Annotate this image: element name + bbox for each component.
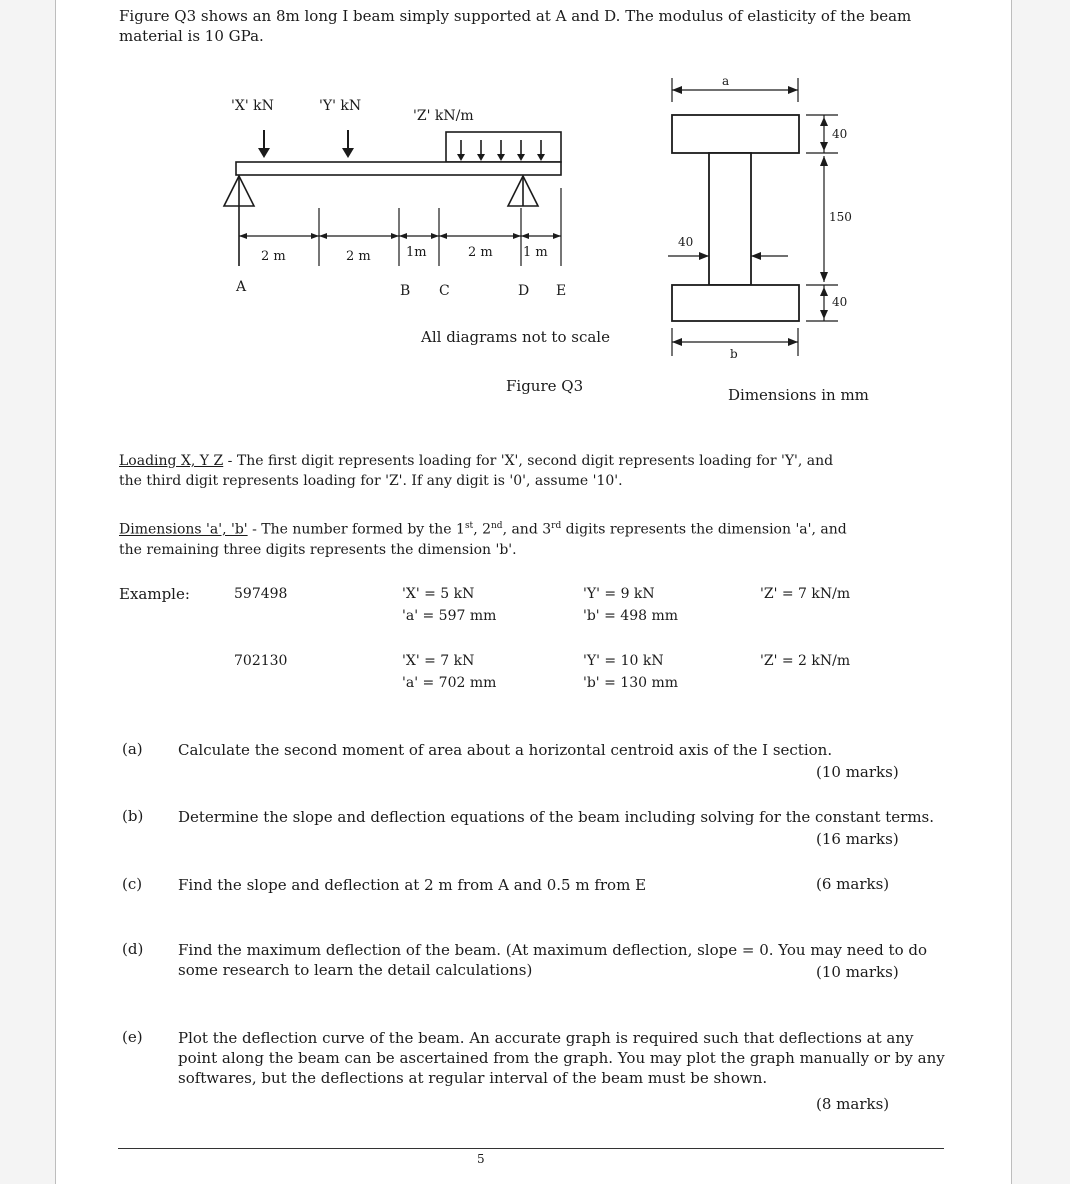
top-flange [672, 115, 799, 153]
udl-load-block [446, 132, 561, 162]
sup-nd: nd [491, 521, 503, 531]
loading-title: Loading X, Y Z [119, 453, 224, 469]
document-page [55, 0, 1012, 1184]
dimensions-sep-1: , 2 [473, 521, 491, 538]
example-2-x: 'X' = 7 kN [402, 653, 475, 669]
dimensions-paragraph [119, 516, 949, 560]
point-load-x-arrow [258, 130, 270, 158]
question-a-marks: (10 marks) [816, 763, 899, 781]
example-1-z: 'Z' = 7 kN/m [760, 586, 851, 602]
dimensions-title: Dimensions 'a', 'b' [119, 521, 248, 538]
point-label-c: C [439, 283, 450, 299]
point-label-d: D [518, 283, 530, 299]
support-a [224, 176, 254, 266]
question-d-text: Find the maximum deflection of the beam. (At maximum deflection, slope = 0. You may need to do some research to learn the detail calculations) [178, 941, 928, 979]
question-e-text: Plot the deflection curve of the beam. An accurate graph is required such that deflections at any point along the beam can be ascertained from the graph. You may plot the graph manually or by any softwares, but the deflections at regular interval of the beam must be shown. [178, 1029, 945, 1087]
question-e-marks: (8 marks) [816, 1095, 890, 1113]
loading-line-1: - The first digit represents loading for 'X', second digit represents loading for 'Y', and [223, 453, 834, 469]
question-d-label: (d) [122, 940, 144, 958]
figure-caption: Figure Q3 [506, 377, 584, 395]
question-b-text: Determine the slope and deflection equations of the beam including solving for the constant terms. [178, 808, 935, 826]
scale-note: All diagrams not to scale [421, 328, 610, 346]
section-units-caption: Dimensions in mm [728, 386, 869, 404]
footer-rule [118, 1148, 944, 1149]
top-flange-label: 40 [832, 127, 848, 141]
example-1-code: 597498 [234, 586, 288, 602]
question-e-label: (e) [122, 1028, 143, 1046]
question-c-label: (c) [122, 875, 143, 893]
span-label-b1: 2 m [346, 249, 371, 264]
span-label-ab: 2 m [261, 249, 286, 264]
web-width-label: 40 [678, 235, 694, 249]
example-1-a: 'a' = 597 mm [402, 608, 497, 624]
beam-diagram [156, 88, 610, 398]
point-load-y-arrow [342, 130, 354, 158]
dimension-a-label: a [722, 74, 730, 88]
beam-body [236, 162, 561, 175]
example-2-z: 'Z' = 2 kN/m [760, 653, 851, 669]
example-2-code: 702130 [234, 653, 288, 669]
sup-rd: rd [551, 521, 562, 531]
loading-line-2: the third digit represents loading for 'Z'. If any digit is '0', assume '10'. [119, 473, 623, 489]
intro-line-2: material is 10 GPa. [119, 27, 264, 45]
span-label-cd: 2 m [468, 245, 493, 260]
question-a-text: Calculate the second moment of area about a horizontal centroid axis of the I section. [178, 741, 833, 759]
bottom-flange-label: 40 [832, 295, 848, 309]
question-b-marks: (16 marks) [816, 830, 899, 848]
question-c-marks: (6 marks) [816, 875, 890, 893]
sup-st: st [464, 521, 474, 531]
page-number: 5 [477, 1152, 485, 1166]
dimension-a [672, 78, 798, 102]
load-x-label: 'X' kN [231, 98, 274, 114]
question-d-marks: (10 marks) [816, 963, 899, 981]
dimension-web-height [820, 156, 828, 282]
intro-line-1: Figure Q3 shows an 8m long I beam simply supported at A and D. The modulus of elasticity of the beam [119, 7, 912, 25]
span-label-bc: 1m [406, 245, 427, 260]
bottom-flange [672, 285, 799, 321]
point-label-a: A [236, 279, 247, 295]
dimensions-line-2: the remaining three digits represents the dimension 'b'. [119, 541, 517, 558]
question-b-label: (b) [122, 807, 144, 825]
example-2-a: 'a' = 702 mm [402, 675, 497, 691]
i-section-diagram [656, 70, 956, 410]
question-a-label: (a) [122, 740, 143, 758]
point-label-e: E [556, 283, 567, 299]
dimension-b-label: b [730, 347, 738, 361]
example-1-b: 'b' = 498 mm [583, 608, 679, 624]
example-label: Example: [119, 585, 190, 603]
web [709, 153, 751, 285]
support-d [508, 176, 538, 206]
dimensions-text-b: digits represents the dimension 'a', and [561, 521, 847, 538]
example-1-x: 'X' = 5 kN [402, 586, 475, 602]
loading-paragraph [119, 451, 949, 491]
dimensions-sep-2: , and 3 [502, 521, 552, 538]
example-2-b: 'b' = 130 mm [583, 675, 679, 691]
intro-paragraph [119, 6, 949, 46]
load-z-label: 'Z' kN/m [413, 108, 474, 124]
dimensions-text-a: - The number formed by the 1 [247, 521, 465, 538]
question-c-text: Find the slope and deflection at 2 m from A and 0.5 m from E [178, 876, 647, 894]
web-height-label: 150 [829, 210, 852, 224]
span-label-de: 1 m [523, 245, 548, 260]
load-y-label: 'Y' kN [319, 98, 362, 114]
example-1-y: 'Y' = 9 kN [583, 586, 655, 602]
point-label-b: B [400, 283, 411, 299]
example-2-y: 'Y' = 10 kN [583, 653, 664, 669]
